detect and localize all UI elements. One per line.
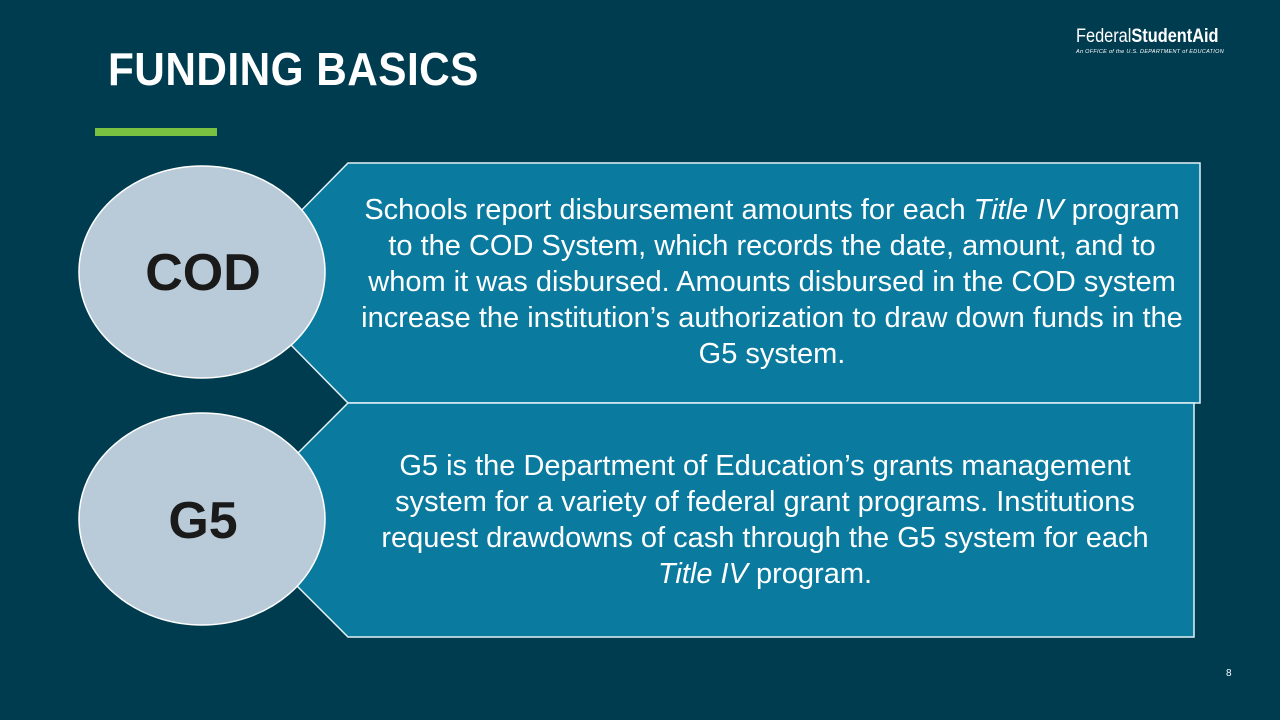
- logo-prefix: Federal: [1076, 26, 1132, 47]
- cod-description: [352, 192, 1192, 372]
- g5-text-part-2: Title IV: [657, 558, 748, 590]
- cod-text-part-2: Title IV: [973, 194, 1064, 226]
- cod-text-part-1: Schools report disbursement amounts for each: [364, 194, 974, 226]
- cod-label: COD: [145, 244, 261, 302]
- g5-label: G5: [168, 492, 238, 550]
- cod-text-part-3: program to the COD System, which records the date, amount, and to whom it was disbursed. Amounts disbursed in the COD system increase the institution’s authorization to draw down funds in the G5 system.: [361, 194, 1183, 370]
- logo-tagline: An OFFICE of the U.S. DEPARTMENT of EDUCATION: [1076, 49, 1224, 55]
- g5-text-part-3: program.: [747, 558, 873, 590]
- g5-description: [380, 448, 1150, 592]
- page-number: 8: [1226, 668, 1232, 679]
- logo-name: StudentAid: [1131, 26, 1219, 47]
- g5-text-part-1: G5 is the Department of Education’s grants management system for a variety of federal grant programs. Institutions request drawdowns of cash through the G5 system for each: [381, 450, 1149, 554]
- slide-title: FUNDING BASICS: [108, 43, 479, 95]
